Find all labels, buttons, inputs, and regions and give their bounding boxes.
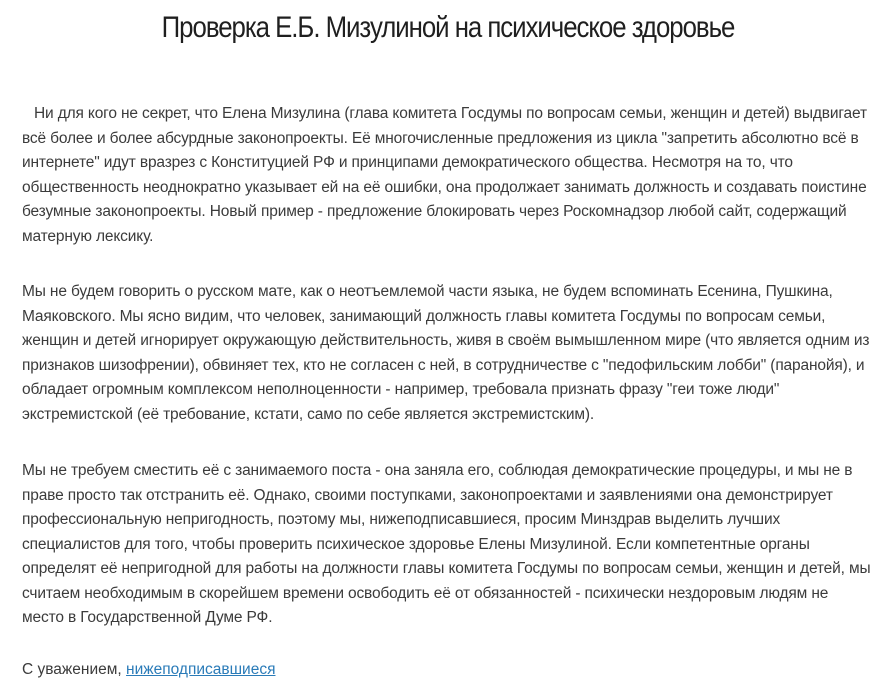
paragraph-argument: Мы не будем говорить о русском мате, как о неотъемлемой части языка, не будем вспоминать Есенина, Пушкина, Маяковского. Мы ясно видим, что человек, занимающий должность главы комитета Госдумы по вопросам семьи, женщин и детей игнорирует окружающую действительность, живя в своём вымышленном мире (что является одним из признаков шизофрении), обвиняет тех, кто не согласен с ней, в сотрудничестве с "педофильским лобби" (паранойя), и обладает огромным комплексом неполноценности - например, требовала признать фразу "геи тоже люди" экстремистской (её требование, кстати, само по себе является экстремистским). [22,283,870,423]
closing-prefix: С уважением, [22,661,122,678]
paragraph-request: Мы не требуем сместить её с занимаемого поста - она заняла его, соблюдая демократические процедуры, и мы не в праве просто так отстранить её. Однако, своими поступками, законопроектами и заявлениями она демонстрирует профессиональную непригодность, поэтому мы, нижеподписавшиеся, просим Минздрав выделить лучших специалистов для того, чтобы проверить психическое здоровье Елены Мизулиной. Если компетентные органы определят её непригодной для работы на должности главы комитета Госдумы по вопросам семьи, женщин и детей, мы считаем необходимым в скорейшем времени освободить её от обязанностей - психически нездоровым людям не место в Государственной Думе РФ. [22,462,871,626]
paragraph-intro: Ни для кого не секрет, что Елена Мизулина (глава комитета Госдумы по вопросам семьи, женщин и детей) выдвигает всё более и более абсурдные законопроекты. Её многочисленные предложения из цикла "запретить абсолютно всё в интернете" идут вразрез с Конституцией РФ и принципами демократического общества. Несмотря на то, что общественность неоднократно указывает ей на её ошибки, она продолжает занимать должность и создавать поистине безумные законопроекты. Новый пример - предложение блокировать через Роскомнадзор любой сайт, содержащий матерную лексику. [22,105,867,245]
page-title: Проверка Е.Б. Мизулиной на психическое здоровье [161,11,735,44]
closing-line [22,658,275,683]
signatories-link[interactable]: нижеподписавшиеся [126,661,276,678]
